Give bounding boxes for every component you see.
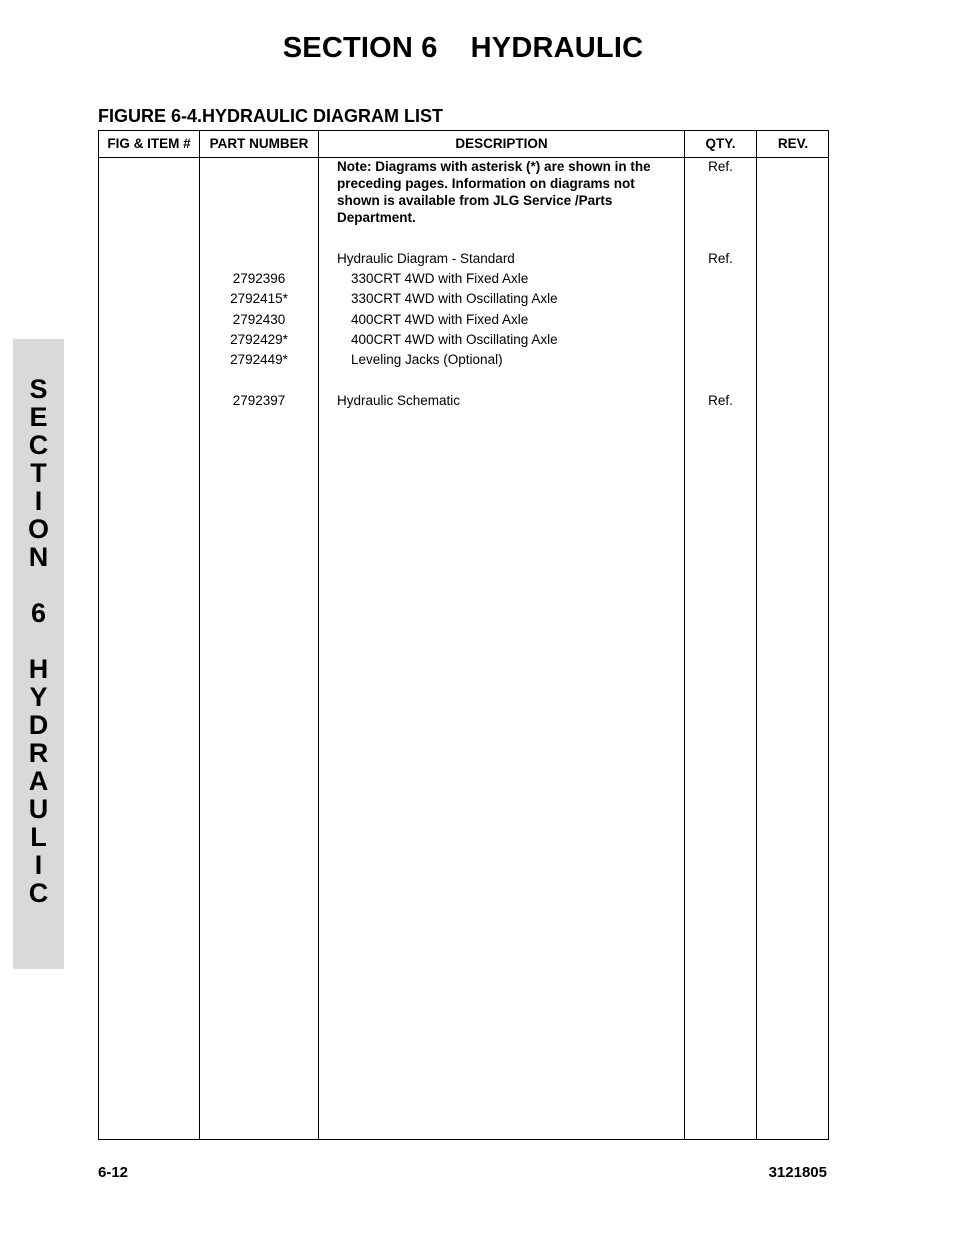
side-tab-letter: I	[34, 486, 43, 516]
document-number: 3121805	[768, 1164, 827, 1181]
side-tab-letter: C	[28, 430, 49, 460]
column-divider	[318, 131, 319, 1139]
side-tab-letter: A	[28, 766, 49, 796]
row-part-number: 2792449*	[230, 352, 288, 367]
row-part-number: 2792396	[232, 271, 286, 286]
side-tab-letter: C	[28, 878, 49, 908]
side-tab-letter: N	[28, 542, 49, 572]
section-side-tab	[13, 339, 64, 969]
side-tab-letter: O	[27, 514, 49, 544]
header-fig-item: FIG & ITEM #	[107, 136, 191, 151]
table-note: Note: Diagrams with asterisk (*) are shown in the preceding pages. Information on diagrams not shown is available from JLG Service /Parts Department.	[337, 159, 651, 225]
side-tab-letter: 6	[30, 598, 47, 628]
row-description: 400CRT 4WD with Oscillating Axle	[351, 332, 558, 347]
row-part-number: 2792397	[232, 393, 286, 408]
row-description: 330CRT 4WD with Fixed Axle	[351, 271, 529, 286]
side-tab-letter: Y	[29, 682, 48, 712]
page-title: SECTION 6 HYDRAULIC	[282, 32, 644, 64]
page-number: 6-12	[98, 1164, 129, 1181]
side-tab-letter: E	[29, 402, 48, 432]
header-description: DESCRIPTION	[455, 136, 548, 151]
row-description: Hydraulic Schematic	[337, 393, 461, 408]
header-qty: QTY.	[705, 136, 736, 151]
side-tab-letter: T	[30, 458, 47, 488]
side-tab-letter: R	[28, 738, 49, 768]
row-description: Leveling Jacks (Optional)	[351, 352, 503, 367]
figure-title: FIGURE 6-4.HYDRAULIC DIAGRAM LIST	[98, 106, 444, 126]
header-part-number: PART NUMBER	[209, 136, 309, 151]
row-description: Hydraulic Diagram - Standard	[337, 251, 515, 266]
side-tab-letter: I	[34, 850, 43, 880]
note-qty: Ref.	[708, 159, 733, 174]
column-divider	[756, 131, 757, 1139]
side-tab-letter: S	[29, 374, 48, 404]
row-part-number: 2792415*	[230, 291, 288, 306]
row-qty: Ref.	[708, 393, 733, 408]
column-divider	[684, 131, 685, 1139]
row-part-number: 2792430	[232, 312, 286, 327]
row-description: 330CRT 4WD with Oscillating Axle	[351, 291, 558, 306]
side-tab-letter: U	[28, 794, 49, 824]
side-tab-letter: D	[28, 710, 49, 740]
row-description: 400CRT 4WD with Fixed Axle	[351, 312, 529, 327]
parts-table	[98, 130, 829, 1140]
side-tab-letter: L	[30, 822, 47, 852]
side-tab-letter: H	[28, 654, 49, 684]
row-qty: Ref.	[708, 251, 733, 266]
row-part-number: 2792429*	[230, 332, 288, 347]
header-rev: REV.	[777, 136, 809, 151]
